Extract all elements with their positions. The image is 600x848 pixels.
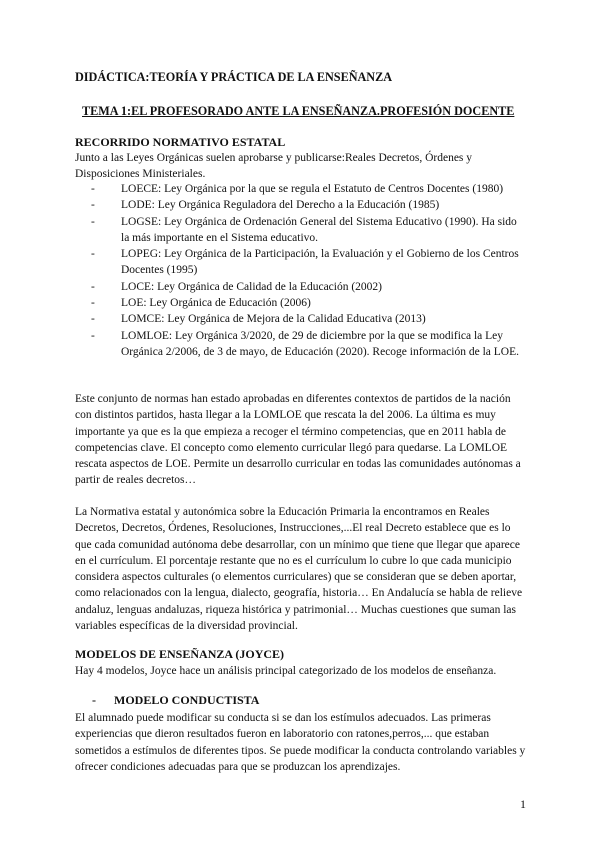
law-text: LOE: Ley Orgánica de Educación (2006) xyxy=(121,297,311,310)
list-item xyxy=(75,246,525,279)
law-text: LOMCE: Ley Orgánica de Mejora de la Calidad Educativa (2013) xyxy=(121,313,426,326)
bullet-dash: - xyxy=(92,693,96,707)
bullet-dash: - xyxy=(91,215,95,228)
law-text: LOCE: Ley Orgánica de Calidad de la Educación (2002) xyxy=(121,280,383,293)
bullet-dash: - xyxy=(91,297,95,310)
page-number: 1 xyxy=(520,797,526,811)
section-heading-normative: RECORRIDO NORMATIVO ESTATAL xyxy=(75,135,286,149)
section-heading-models: MODELOS DE ENSEÑANZA (JOYCE) xyxy=(75,647,285,661)
bullet-dash: - xyxy=(91,313,95,326)
bullet-dash: - xyxy=(91,183,95,195)
list-item xyxy=(75,181,525,197)
topic-title: TEMA 1:EL PROFESORADO ANTE LA ENSEÑANZA.PROFESIÓN DOCENTE xyxy=(82,104,515,118)
models-intro: Hay 4 modelos, Joyce hace un análisis principal categorizado de los modelos de enseñanza. xyxy=(75,665,497,677)
list-item xyxy=(75,328,525,361)
model-heading-behaviorist xyxy=(92,693,259,708)
law-text: LODE: Ley Orgánica Reguladora del Derecho a la Educación (1985) xyxy=(121,199,440,212)
law-text: LOGSE: Ley Orgánica de Ordenación General del Sistema Educativo (1990). Ha sido la más importante en el Sistema educativo. xyxy=(121,215,517,244)
list-item xyxy=(75,295,525,311)
list-item xyxy=(75,214,525,247)
bullet-dash: - xyxy=(91,329,95,342)
paragraph-normative-context: Este conjunto de normas han estado aprobadas en diferentes contextos de partidos de la nación con distintos partidos, hasta llegar a la LOMLOE que rescata la del 2006. La última es muy importante ya que es la que empieza a recoger el término competencias, que en 2011 habla de competencias clave. El concepto como elemento curricular llegó para quedarse. La LOMLOE rescata aspectos de LOE. Permite un desarrollo curricular en todas las comunidades autónomas a partir de reales decretos… xyxy=(75,393,521,487)
normative-intro: Junto a las Leyes Orgánicas suelen aprobarse y publicarse:Reales Decretos, Órdenes y Disposiciones Ministeriales. xyxy=(75,152,473,181)
model-behaviorist-text: El alumnado puede modificar su conducta si se dan los estímulos adecuados. Las primeras experiencias que dieron resultados fueron en laboratorio con ratones,perros,... que estaban sometidos a estímulos de diferentes tipos. Se puede modificar la conducta controlando variables y ofrecer condiciones adecuadas para que se produzcan los aprendizajes. xyxy=(75,712,526,773)
law-text: LOECE: Ley Orgánica por la que se regula el Estatuto de Centros Docentes (1980) xyxy=(121,183,504,195)
bullet-dash: - xyxy=(91,199,95,212)
document-title: DIDÁCTICA:TEORÍA Y PRÁCTICA DE LA ENSEÑANZA xyxy=(75,70,393,84)
bullet-dash: - xyxy=(91,248,95,261)
list-item xyxy=(75,311,525,327)
paragraph-normative-regional: La Normativa estatal y autonómica sobre la Educación Primaria la encontramos en Reales Decretos, Decretos, Órdenes, Resoluciones, Instrucciones,...El real Decreto establece que es lo que cada comunidad autónoma debe desarrollar, con un mínimo que tiene que llegar que aparece en el currículum. El porcentaje restante que no es el currículum lo cubre lo que cada municipio considera aspectos culturales (o elementos curriculares) que se consideran que se deben aportar, como relacionados con la lengua, dialecto, geografía, historia… En Andalucía se habla de relieve andaluz, lenguas andaluzas, riqueza histórica y patrimonial… Muchas cuestiones que suman las variables específicas de la diversidad provincial. xyxy=(75,506,523,633)
model-heading-text: MODELO CONDUCTISTA xyxy=(114,693,260,707)
laws-list xyxy=(75,181,525,360)
list-item xyxy=(75,197,525,213)
list-item xyxy=(75,279,525,295)
law-text: LOPEG: Ley Orgánica de la Participación, la Evaluación y el Gobierno de los Centros Docentes (1995) xyxy=(121,248,519,277)
bullet-dash: - xyxy=(91,280,95,293)
law-text: LOMLOE: Ley Orgánica 3/2020, de 29 de diciembre por la que se modifica la Ley Orgánica 2/2006, de 3 de mayo, de Educación (2020). Recoge información de la LOE. xyxy=(121,329,520,358)
